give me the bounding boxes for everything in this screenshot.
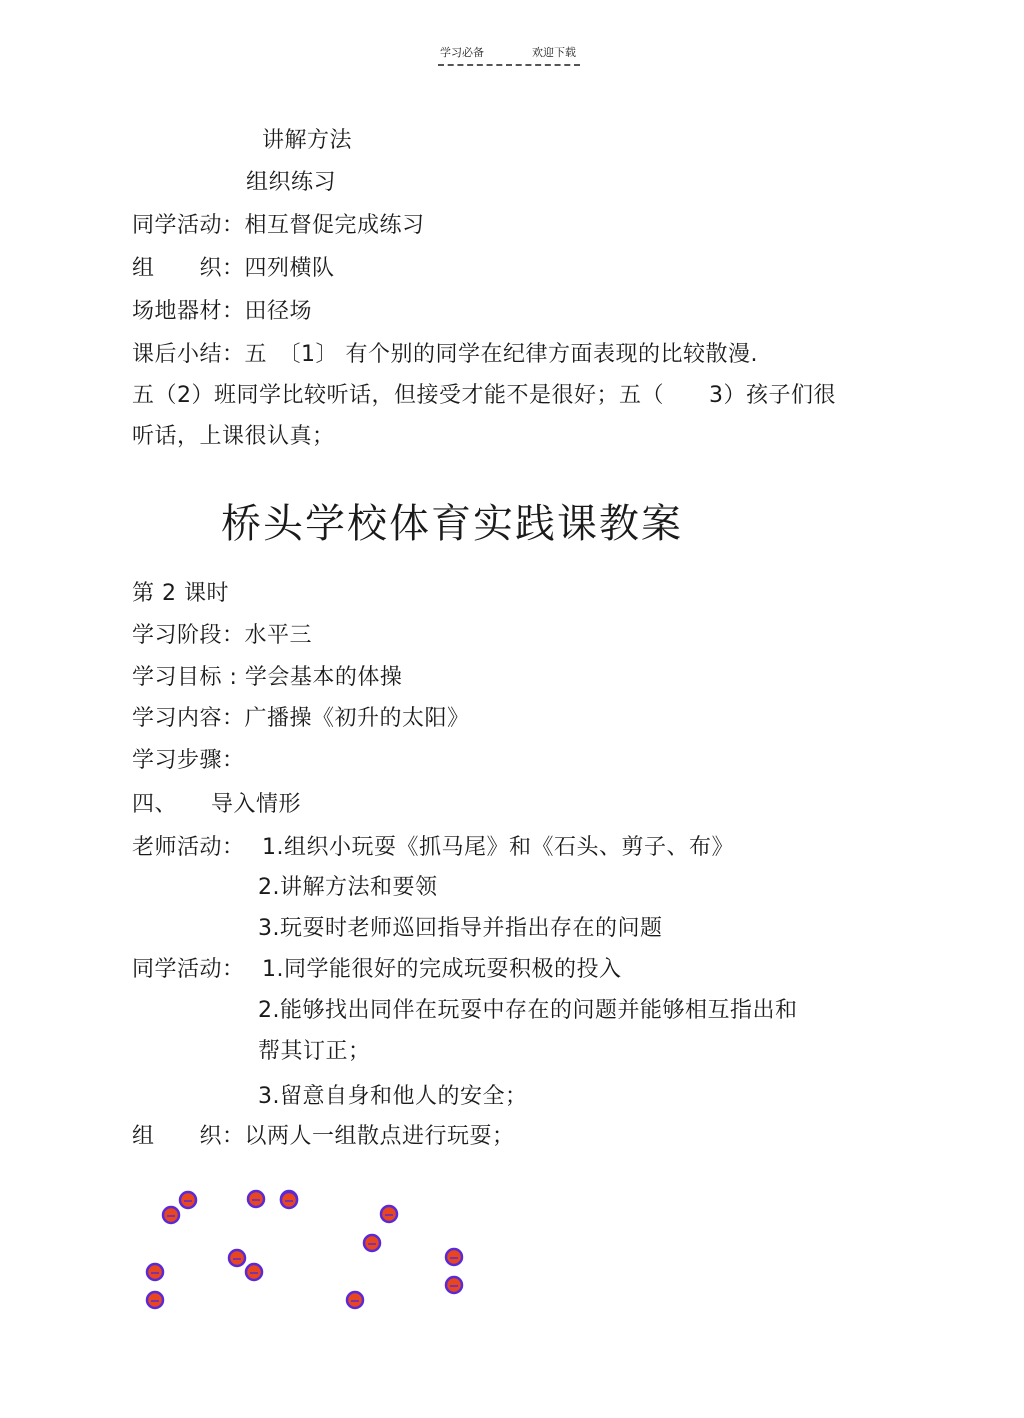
student-item-2: 2.能够找出同伴在玩耍中存在的问题并能够相互指出和: [258, 998, 798, 1023]
student-marker: [147, 1292, 163, 1308]
student-marker: [281, 1192, 297, 1208]
section-heading: 四、 导入情形: [132, 792, 302, 817]
student-marker: [180, 1192, 196, 1208]
header-dashed-rule: [438, 64, 580, 66]
summary-line-2: 五（2）班同学比较听话，但接受才能不是很好；五（ 3）孩子们很: [132, 383, 836, 408]
organization-line-2: 组 织：以两人一组散点进行玩耍；: [132, 1124, 515, 1149]
student-marker: [446, 1277, 462, 1293]
student-marker: [347, 1292, 363, 1308]
student-item-3: 3.留意自身和他人的安全；: [258, 1084, 528, 1109]
teacher-item-3: 3.玩耍时老师巡回指导并指出存在的问题: [258, 916, 663, 941]
learning-stage: 学习阶段：水平三: [132, 623, 313, 648]
teacher-activity-label: 老师活动：: [132, 835, 245, 860]
teacher-item-1: 1.组织小玩耍《抓马尾》和《石头、剪子、布》: [262, 835, 734, 860]
student-marker: [163, 1207, 179, 1223]
document-title: 桥头学校体育实践课教案: [221, 501, 683, 547]
student-item-2-cont: 帮其订正；: [258, 1039, 371, 1064]
student-marker: [147, 1264, 163, 1280]
student-marker: [364, 1235, 380, 1251]
organization-line: 组 织：四列横队: [132, 256, 335, 281]
practice-line: 组织练习: [246, 170, 337, 195]
learning-content: 学习内容：广播操《初升的太阳》: [132, 706, 470, 731]
student-activity-label: 同学活动：: [132, 957, 245, 982]
student-marker: [248, 1191, 264, 1207]
header-right: 欢迎下载: [532, 46, 576, 59]
teacher-item-2: 2.讲解方法和要领: [258, 875, 438, 900]
lesson-period: 第 2 课时: [132, 581, 229, 606]
student-marker: [381, 1206, 397, 1222]
summary-line-1: 课后小结：五 〔1〕 有个别的同学在纪律方面表现的比较散漫.: [132, 342, 758, 367]
student-marker: [246, 1264, 262, 1280]
student-marker: [229, 1250, 245, 1266]
student-marker: [446, 1249, 462, 1265]
learning-goal: 学习目标 : 学会基本的体操: [132, 665, 403, 690]
method-line: 讲解方法: [262, 128, 353, 153]
header-left: 学习必备: [440, 46, 484, 59]
learning-steps: 学习步骤：: [132, 748, 245, 773]
summary-line-3: 听话，上课很认真；: [132, 424, 335, 449]
formation-diagram: [0, 1180, 520, 1320]
student-activity-line: 同学活动：相互督促完成练习: [132, 213, 425, 238]
student-item-1: 1.同学能很好的完成玩耍积极的投入: [262, 957, 622, 982]
venue-line: 场地器材：田径场: [132, 299, 313, 324]
